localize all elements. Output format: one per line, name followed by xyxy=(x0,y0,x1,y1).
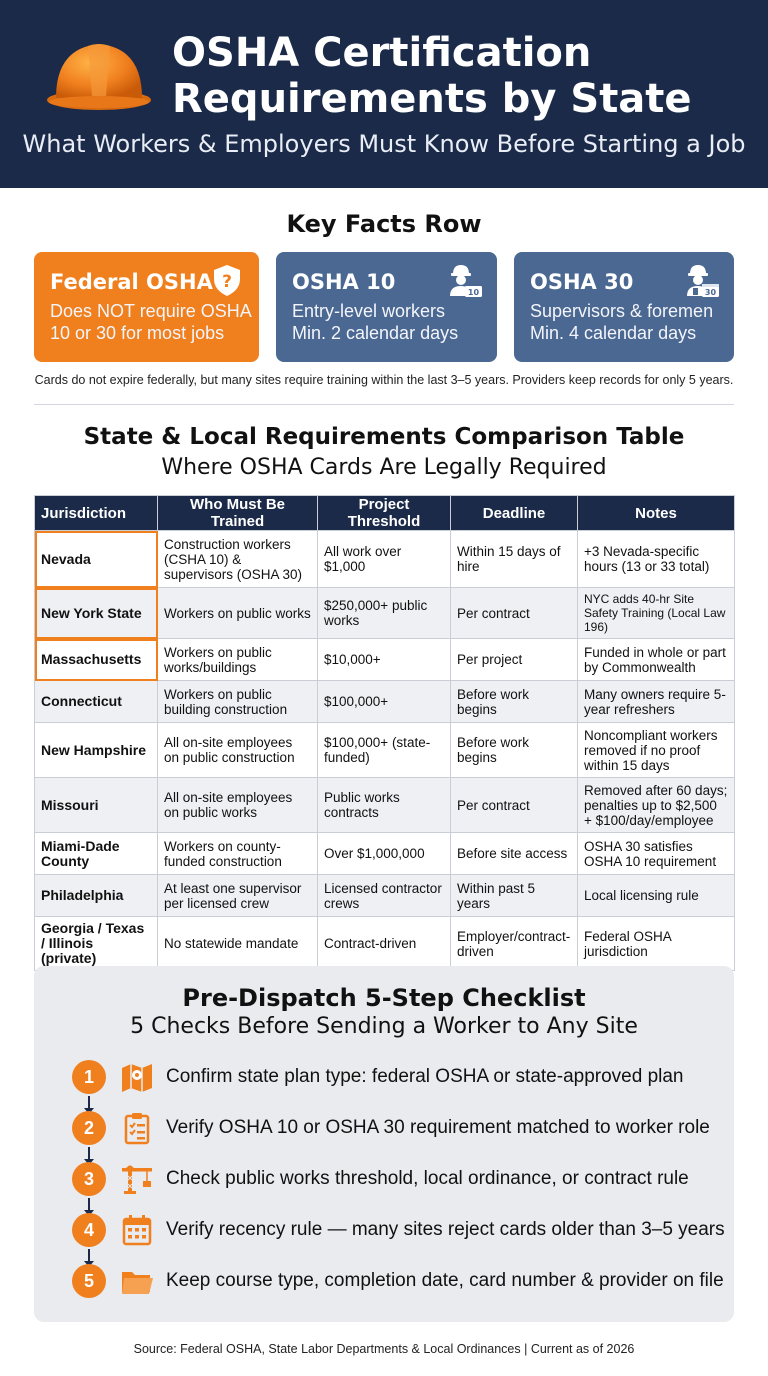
step-arrow xyxy=(88,1198,90,1212)
card-line: Supervisors & foremen xyxy=(530,301,714,321)
column-header: Jurisdiction xyxy=(35,496,158,531)
table-row xyxy=(35,778,735,833)
table-row xyxy=(35,833,735,875)
jurisdiction-cell: Nevada xyxy=(35,531,158,588)
who-cell: Workers on county-funded construction xyxy=(158,833,318,875)
table-heading: State & Local Requirements Comparison Table xyxy=(83,424,685,450)
jurisdiction-cell: Philadelphia xyxy=(35,875,158,917)
threshold-cell: All work over $1,000 xyxy=(318,531,451,588)
card-title: OSHA 10 xyxy=(292,270,396,294)
card-title: Federal OSHA xyxy=(50,270,213,294)
step-number: 2 xyxy=(72,1111,106,1145)
card-line: Entry-level workers xyxy=(292,301,446,321)
card-line: Does NOT require OSHA xyxy=(50,301,252,321)
checklist-step xyxy=(72,1058,722,1098)
clipboard-list-icon xyxy=(120,1111,154,1145)
jurisdiction-cell: Missouri xyxy=(35,778,158,833)
checklist-heading: Pre-Dispatch 5-Step Checklist xyxy=(182,984,586,1012)
notes-cell: Removed after 60 days; penalties up to $2,500 + $100/day/employee xyxy=(578,778,735,833)
table-row xyxy=(35,723,735,778)
deadline-cell: Per contract xyxy=(451,778,578,833)
card-title: OSHA 30 xyxy=(530,270,634,294)
column-header: Project Threshold xyxy=(318,496,451,531)
table-header-row xyxy=(35,496,735,531)
checklist-subheading: 5 Checks Before Sending a Worker to Any Site xyxy=(130,1014,638,1039)
source-footer: Source: Federal OSHA, State Labor Departments & Local Ordinances | Current as of 2026 xyxy=(133,1342,635,1356)
who-cell: Workers on public building construction xyxy=(158,681,318,723)
step-arrow xyxy=(88,1249,90,1263)
step-arrow xyxy=(88,1147,90,1161)
notes-cell: Federal OSHA jurisdiction xyxy=(578,917,735,971)
column-header: Deadline xyxy=(451,496,578,531)
table-row xyxy=(35,681,735,723)
svg-text:?: ? xyxy=(222,272,232,292)
who-cell: Construction workers (CSHA 10) & supervisors (OSHA 30) xyxy=(158,531,318,588)
svg-text:10: 10 xyxy=(467,288,480,297)
page-title: OSHA Certification Requirements by State xyxy=(172,30,692,122)
checklist-step xyxy=(72,1109,722,1149)
checklist-step xyxy=(72,1262,722,1302)
checklist-step xyxy=(72,1211,725,1251)
step-text: Keep course type, completion date, card number & provider on file xyxy=(166,1270,724,1291)
notes-cell: +3 Nevada-specific hours (13 or 33 total) xyxy=(578,531,735,588)
deadline-cell: Per project xyxy=(451,639,578,681)
deadline-cell: Within 15 days of hire xyxy=(451,531,578,588)
card-line: 10 or 30 for most jobs xyxy=(50,323,225,343)
threshold-cell: $100,000+ xyxy=(318,681,451,723)
threshold-cell: Public works contracts xyxy=(318,778,451,833)
key-facts-note: Cards do not expire federally, but many sites require training within the last 3–5 years. Providers keep records for only 5 years. xyxy=(34,373,734,387)
threshold-cell: Contract-driven xyxy=(318,917,451,971)
who-cell: Workers on public works xyxy=(158,588,318,639)
threshold-cell: Licensed contractor crews xyxy=(318,875,451,917)
card-line: Min. 2 calendar days xyxy=(292,323,459,343)
requirements-table xyxy=(34,495,735,971)
table-row xyxy=(35,639,735,681)
who-cell: No statewide mandate xyxy=(158,917,318,971)
section-divider xyxy=(34,404,734,405)
who-cell: All on-site employees on public construction xyxy=(158,723,318,778)
notes-cell: Many owners require 5-year refreshers xyxy=(578,681,735,723)
notes-cell: NYC adds 40-hr Site Safety Training (Local Law 196) xyxy=(578,588,735,639)
map-pin-icon xyxy=(120,1060,154,1094)
threshold-cell: $100,000+ (state-funded) xyxy=(318,723,451,778)
step-text: Verify recency rule — many sites reject cards older than 3–5 years xyxy=(166,1219,725,1240)
table-row xyxy=(35,531,735,588)
notes-cell: Local licensing rule xyxy=(578,875,735,917)
worker-10-icon xyxy=(447,262,483,298)
hard-hat-icon xyxy=(44,30,154,120)
crane-icon xyxy=(120,1162,154,1196)
table-row xyxy=(35,588,735,639)
calendar-icon xyxy=(120,1213,154,1247)
column-header: Who Must Be Trained xyxy=(158,496,318,531)
jurisdiction-cell: Connecticut xyxy=(35,681,158,723)
jurisdiction-cell: Miami-Dade County xyxy=(35,833,158,875)
header-banner xyxy=(0,0,768,188)
step-number: 5 xyxy=(72,1264,106,1298)
deadline-cell: Employer/contract-driven xyxy=(451,917,578,971)
jurisdiction-cell: Massachusetts xyxy=(35,639,158,681)
step-text: Confirm state plan type: federal OSHA or state-approved plan xyxy=(166,1066,684,1087)
step-arrow xyxy=(88,1096,90,1110)
osha-10-card xyxy=(276,252,497,362)
step-number: 3 xyxy=(72,1162,106,1196)
threshold-cell: $10,000+ xyxy=(318,639,451,681)
shield-question-icon xyxy=(209,262,245,298)
checklist-step xyxy=(72,1160,722,1200)
notes-cell: Funded in whole or part by Commonwealth xyxy=(578,639,735,681)
svg-text:30: 30 xyxy=(704,288,717,297)
column-header: Notes xyxy=(578,496,735,531)
notes-cell: OSHA 30 satisfies OSHA 10 requirement xyxy=(578,833,735,875)
card-line: Min. 4 calendar days xyxy=(530,323,697,343)
notes-cell: Noncompliant workers removed if no proof within 15 days xyxy=(578,723,735,778)
osha-30-card xyxy=(514,252,734,362)
threshold-cell: $250,000+ public works xyxy=(318,588,451,639)
table-subheading: Where OSHA Cards Are Legally Required xyxy=(161,455,607,480)
supervisor-30-icon xyxy=(684,262,720,298)
jurisdiction-cell: New Hampshire xyxy=(35,723,158,778)
page-subtitle: What Workers & Employers Must Know Before Starting a Job xyxy=(22,130,746,158)
table-row xyxy=(35,917,735,971)
jurisdiction-cell: New York State xyxy=(35,588,158,639)
step-number: 1 xyxy=(72,1060,106,1094)
step-number: 4 xyxy=(72,1213,106,1247)
deadline-cell: Per contract xyxy=(451,588,578,639)
threshold-cell: Over $1,000,000 xyxy=(318,833,451,875)
step-text: Verify OSHA 10 or OSHA 30 requirement matched to worker role xyxy=(166,1117,710,1138)
deadline-cell: Within past 5 years xyxy=(451,875,578,917)
jurisdiction-cell: Georgia / Texas / Illinois (private) xyxy=(35,917,158,971)
who-cell: Workers on public works/buildings xyxy=(158,639,318,681)
deadline-cell: Before site access xyxy=(451,833,578,875)
table-row xyxy=(35,875,735,917)
federal-osha-card xyxy=(34,252,259,362)
key-facts-heading: Key Facts Row xyxy=(286,210,482,238)
folder-icon xyxy=(120,1264,154,1298)
who-cell: At least one supervisor per licensed crew xyxy=(158,875,318,917)
deadline-cell: Before work begins xyxy=(451,681,578,723)
who-cell: All on-site employees on public works xyxy=(158,778,318,833)
step-text: Check public works threshold, local ordinance, or contract rule xyxy=(166,1168,689,1189)
deadline-cell: Before work begins xyxy=(451,723,578,778)
